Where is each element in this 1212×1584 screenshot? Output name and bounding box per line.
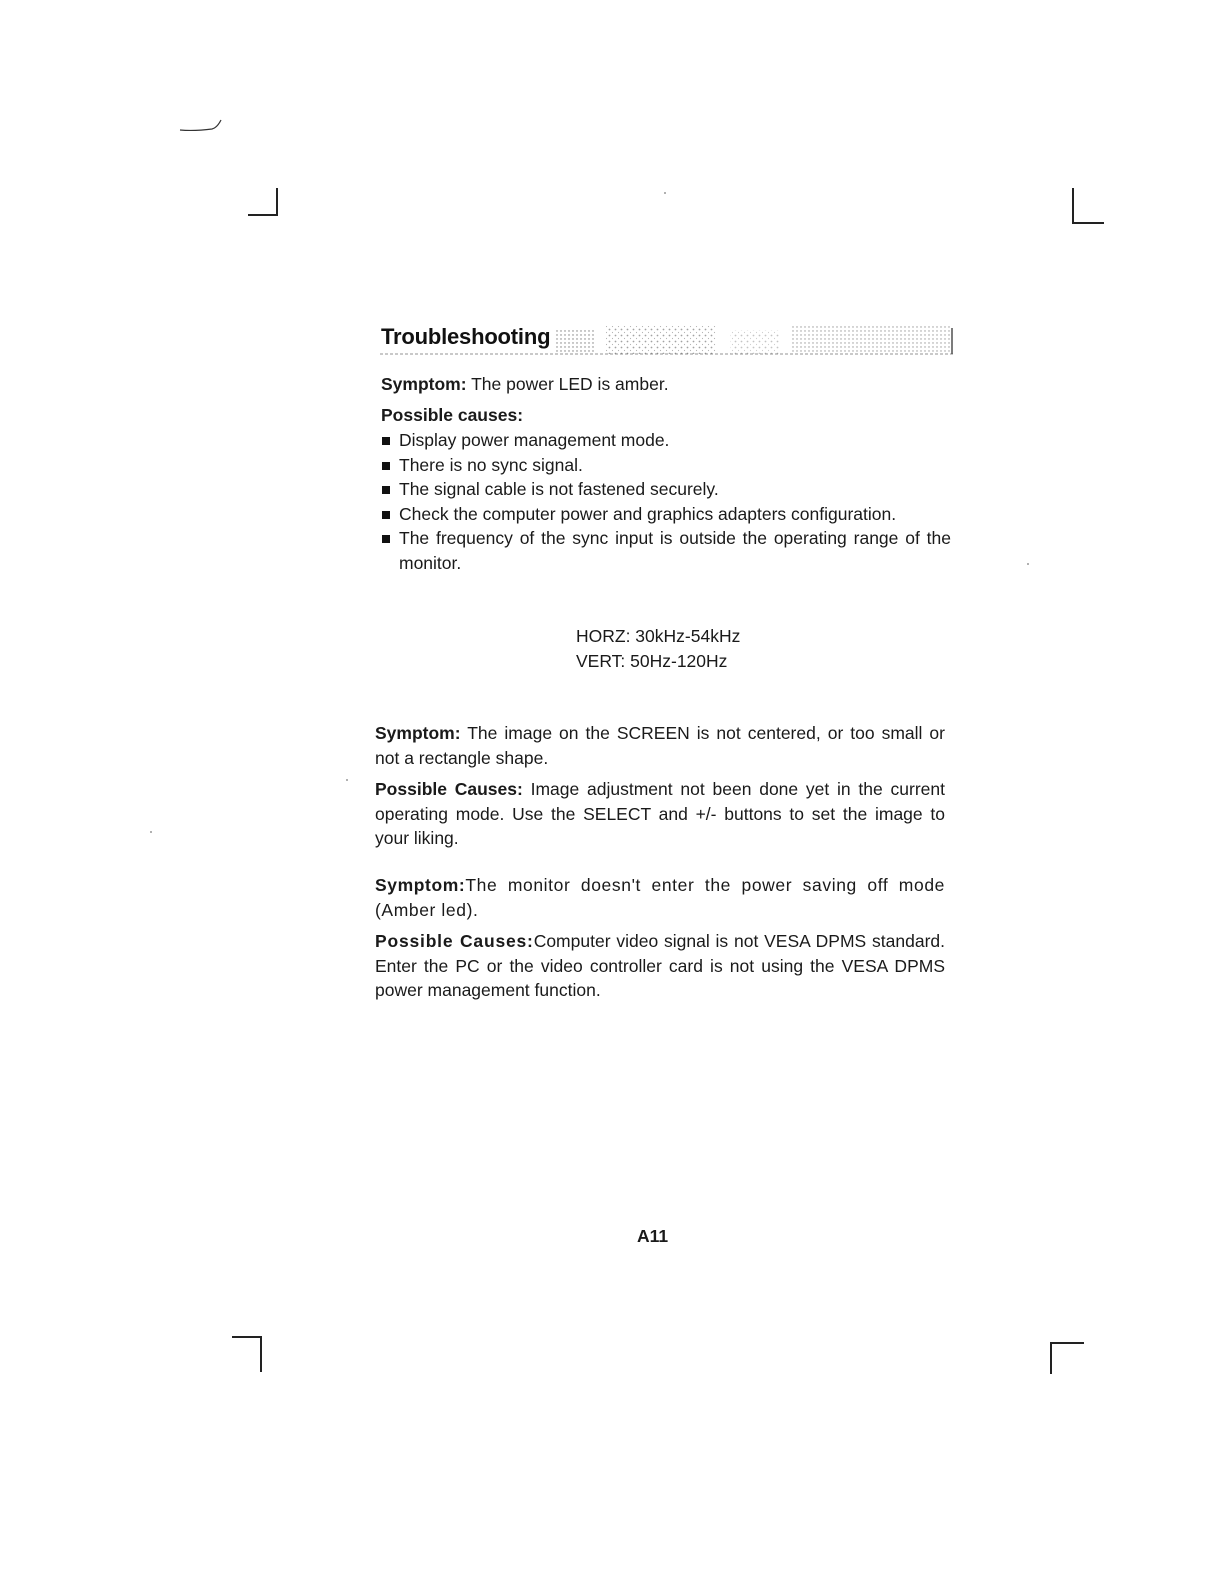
square-bullet-icon xyxy=(382,486,390,494)
list-item xyxy=(381,526,951,575)
scan-speck xyxy=(1027,563,1029,565)
list-item-text: Check the computer power and graphics adapters configuration. xyxy=(399,503,897,524)
symptom-3-label: Symptom: xyxy=(375,875,466,895)
vert-range: VERT: 50Hz-120Hz xyxy=(576,650,728,671)
possible-causes-1-label: Possible causes: xyxy=(381,405,524,425)
symptom-1-label: Symptom: xyxy=(381,374,467,394)
list-item xyxy=(381,477,951,502)
possible-causes-3-text: Computer video signal is not VESA DPMS standard. Enter the PC or the video controller card is not using the VESA DPMS power management function. xyxy=(375,931,945,1000)
scan-speck xyxy=(664,192,666,194)
crop-mark-top-right xyxy=(1072,188,1104,224)
pen-stroke-mark xyxy=(178,118,222,134)
possible-causes-3 xyxy=(375,929,945,1003)
frequency-range xyxy=(576,624,740,673)
list-item-text: There is no sync signal. xyxy=(399,454,583,475)
horz-range: HORZ: 30kHz-54kHz xyxy=(576,626,741,646)
list-item xyxy=(381,453,951,478)
square-bullet-icon xyxy=(382,535,390,543)
crop-mark-bottom-right xyxy=(1050,1342,1084,1374)
list-item xyxy=(381,502,951,527)
scan-speck xyxy=(346,779,348,781)
page-title: Troubleshooting xyxy=(381,324,551,349)
possible-causes-2 xyxy=(375,777,945,851)
possible-causes-2-label: Possible Causes: xyxy=(375,779,523,799)
symptom-3-text: The monitor doesn't enter the power saving off mode (Amber led). xyxy=(375,875,945,920)
possible-causes-2-text: Image adjustment not been done yet in the current operating mode. Use the SELECT and +/- buttons to set the image to your liking. xyxy=(375,779,946,848)
symptom-3 xyxy=(375,873,945,922)
symptom-1 xyxy=(381,372,961,396)
page-number: A11 xyxy=(637,1226,669,1246)
list-item-text: The frequency of the sync input is outside the operating range of the monitor. xyxy=(399,528,951,573)
causes-list xyxy=(381,428,951,575)
scan-speck xyxy=(150,831,152,833)
symptom-2-text: The image on the SCREEN is not centered, or too small or not a rectangle shape. xyxy=(375,723,945,768)
crop-mark-bottom-left xyxy=(232,1336,262,1372)
list-item xyxy=(381,428,951,453)
list-item-text: Display power management mode. xyxy=(399,430,670,450)
symptom-2-label: Symptom: xyxy=(375,723,461,743)
possible-causes-3-label: Possible Causes: xyxy=(375,931,534,951)
list-item-text: The signal cable is not fastened securely. xyxy=(399,479,719,499)
square-bullet-icon xyxy=(382,511,390,519)
square-bullet-icon xyxy=(382,462,390,470)
crop-mark-top-left xyxy=(248,188,278,216)
symptom-1-text: The power LED is amber. xyxy=(466,374,669,394)
symptom-2 xyxy=(375,721,945,770)
square-bullet-icon xyxy=(382,437,390,445)
